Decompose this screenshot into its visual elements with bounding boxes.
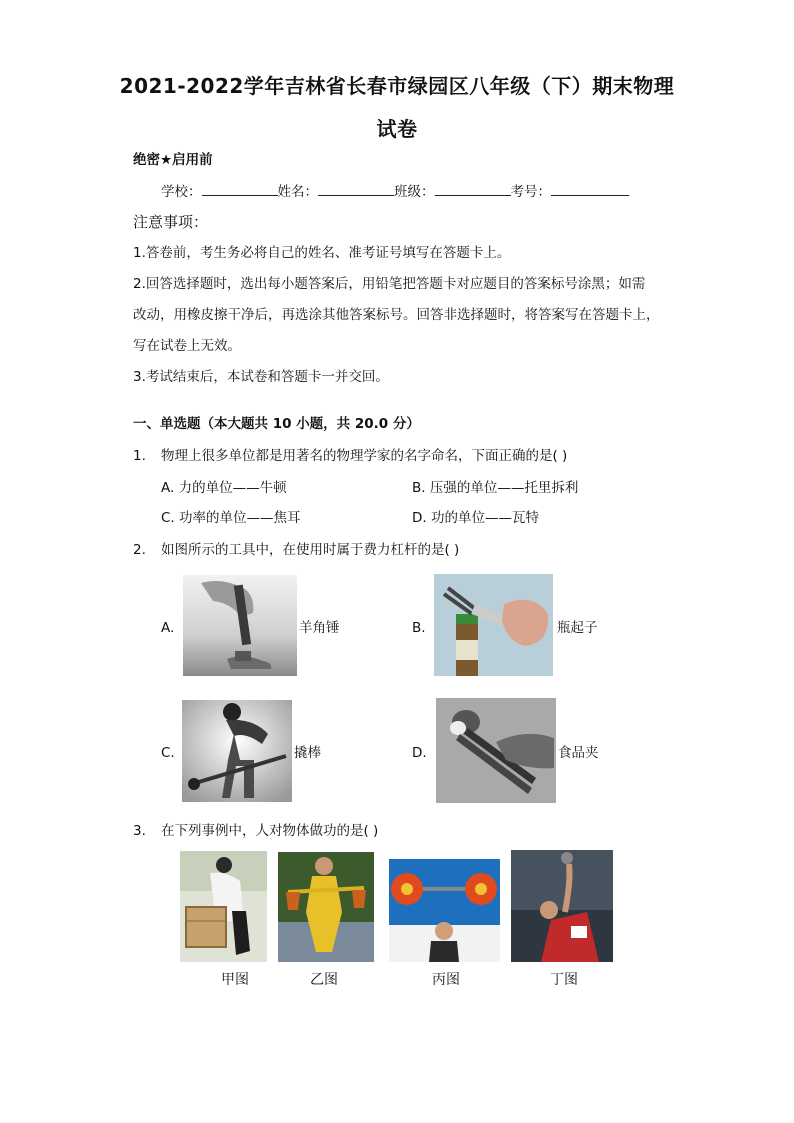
name-blank[interactable]	[318, 181, 394, 196]
bucket-carrying-image	[278, 852, 374, 962]
secret-mark: 绝密★启用前	[133, 152, 213, 168]
caption-yi: 乙图	[310, 972, 338, 988]
student-info-line	[161, 181, 629, 202]
shot-put-image	[511, 850, 613, 962]
weightlifting-image	[389, 859, 500, 962]
caption-ding: 丁图	[550, 972, 578, 988]
q1-option-b: B. 压强的单位——托里拆利	[412, 480, 579, 496]
notice-item-2a: 2.回答选择题时，选出每小题答案后，用铅笔把答题卡对应题目的答案标号涂黑；如需	[133, 276, 646, 292]
section-heading: 一、单选题（本大题共 10 小题，共 20.0 分）	[133, 416, 420, 432]
caption-bing: 丙图	[432, 972, 460, 988]
notice-item-2c: 写在试卷上无效。	[133, 338, 241, 354]
q1-option-a: A. 力的单位——牛顿	[161, 480, 287, 496]
claw-hammer-image	[183, 575, 297, 676]
crowbar-image	[182, 700, 292, 802]
school-label: 学校：	[161, 184, 202, 200]
q2-option-a-label: 羊角锤	[299, 620, 340, 636]
school-blank[interactable]	[202, 181, 278, 196]
q2-text: 如图所示的工具中，在使用时属于费力杠杆的是( )	[161, 542, 460, 558]
notice-item-2b: 改动，用橡皮擦干净后，再选涂其他答案标号。回答非选择题时，将答案写在答题卡上，	[133, 307, 660, 323]
name-label: 姓名：	[277, 184, 318, 200]
caption-jia: 甲图	[221, 972, 249, 988]
notice-item-3: 3.考试结束后，本试卷和答题卡一并交回。	[133, 369, 389, 385]
q1-text: 物理上很多单位都是用著名的物理学家的名字命名，下面正确的是( )	[161, 448, 568, 464]
q2-option-d-letter: D.	[412, 745, 427, 761]
q2-option-c-letter: C.	[161, 745, 175, 761]
q1-option-c: C. 功率的单位——焦耳	[161, 510, 301, 526]
number-blank[interactable]	[551, 181, 629, 196]
number-label: 考号：	[510, 184, 551, 200]
q2-number: 2.	[133, 542, 146, 558]
q2-option-b-letter: B.	[412, 620, 426, 636]
q2-option-b-label: 瓶起子	[557, 620, 598, 636]
q1-option-d: D. 功的单位——瓦特	[412, 510, 539, 526]
class-label: 班级：	[394, 184, 435, 200]
notice-item-1: 1.答卷前，考生务必将自己的姓名、准考证号填写在答题卡上。	[133, 245, 511, 261]
exam-title-line1: 2021-2022学年吉林省长春市绿园区八年级（下）期末物理	[119, 74, 675, 98]
q2-option-d-label: 食品夹	[558, 745, 599, 761]
q2-option-a-letter: A.	[161, 620, 175, 636]
q3-number: 3.	[133, 823, 146, 839]
q1-number: 1.	[133, 448, 146, 464]
box-carrying-image	[180, 851, 267, 962]
q3-text: 在下列事例中，人对物体做功的是( )	[161, 823, 379, 839]
bottle-opener-image	[434, 574, 553, 676]
food-tongs-image	[436, 698, 556, 803]
exam-title-line2: 试卷	[376, 117, 418, 141]
notice-heading: 注意事项：	[133, 213, 209, 231]
q2-option-c-label: 撬棒	[294, 745, 321, 761]
class-blank[interactable]	[435, 181, 511, 196]
